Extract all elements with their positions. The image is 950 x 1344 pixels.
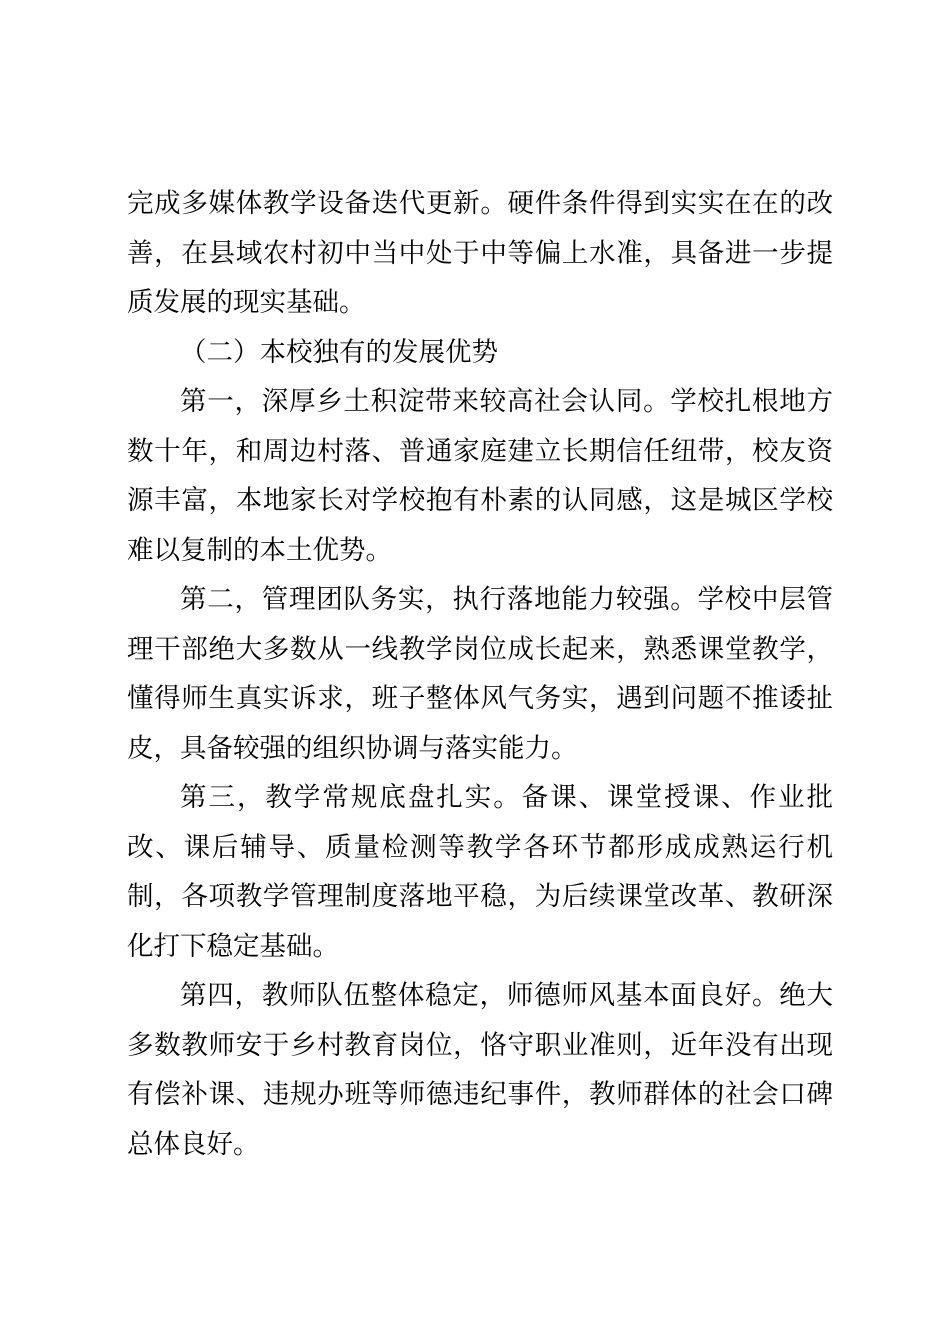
paragraph-first-advantage: 第一，深厚乡土积淀带来较高社会认同。学校扎根地方数十年，和周边村落、普通家庭建立长期信任纽带，校友资源丰富，本地家长对学校抱有朴素的认同感，这是城区学校难以复制的本土优势。 bbox=[127, 386, 833, 566]
paragraph-continuation: 完成多媒体教学设备迭代更新。硬件条件得到实实在在的改善，在县域农村初中当中处于中等偏上水准，具备进一步提质发展的现实基础。 bbox=[127, 188, 833, 318]
paragraph-fourth-advantage: 第四，教师队伍整体稳定，师德师风基本面良好。绝大多数教师安于乡村教育岗位，恪守职业准则，近年没有出现有偿补课、违规办班等师德违纪事件，教师群体的社会口碑总体良好。 bbox=[127, 980, 833, 1160]
paragraph-third-advantage: 第三，教学常规底盘扎实。备课、课堂授课、作业批改、课后辅导、质量检测等教学各环节都形成成熟运行机制，各项教学管理制度落地平稳，为后续课堂改革、教研深化打下稳定基础。 bbox=[127, 782, 833, 962]
paragraph-second-advantage: 第二，管理团队务实，执行落地能力较强。学校中层管理干部绝大多数从一线教学岗位成长起来，熟悉课堂教学，懂得师生真实诉求，班子整体风气务实，遇到问题不推诿扯皮，具备较强的组织协调与落实能力。 bbox=[127, 584, 833, 764]
document-body bbox=[127, 179, 833, 1169]
section-heading: （二）本校独有的发展优势 bbox=[180, 336, 498, 368]
